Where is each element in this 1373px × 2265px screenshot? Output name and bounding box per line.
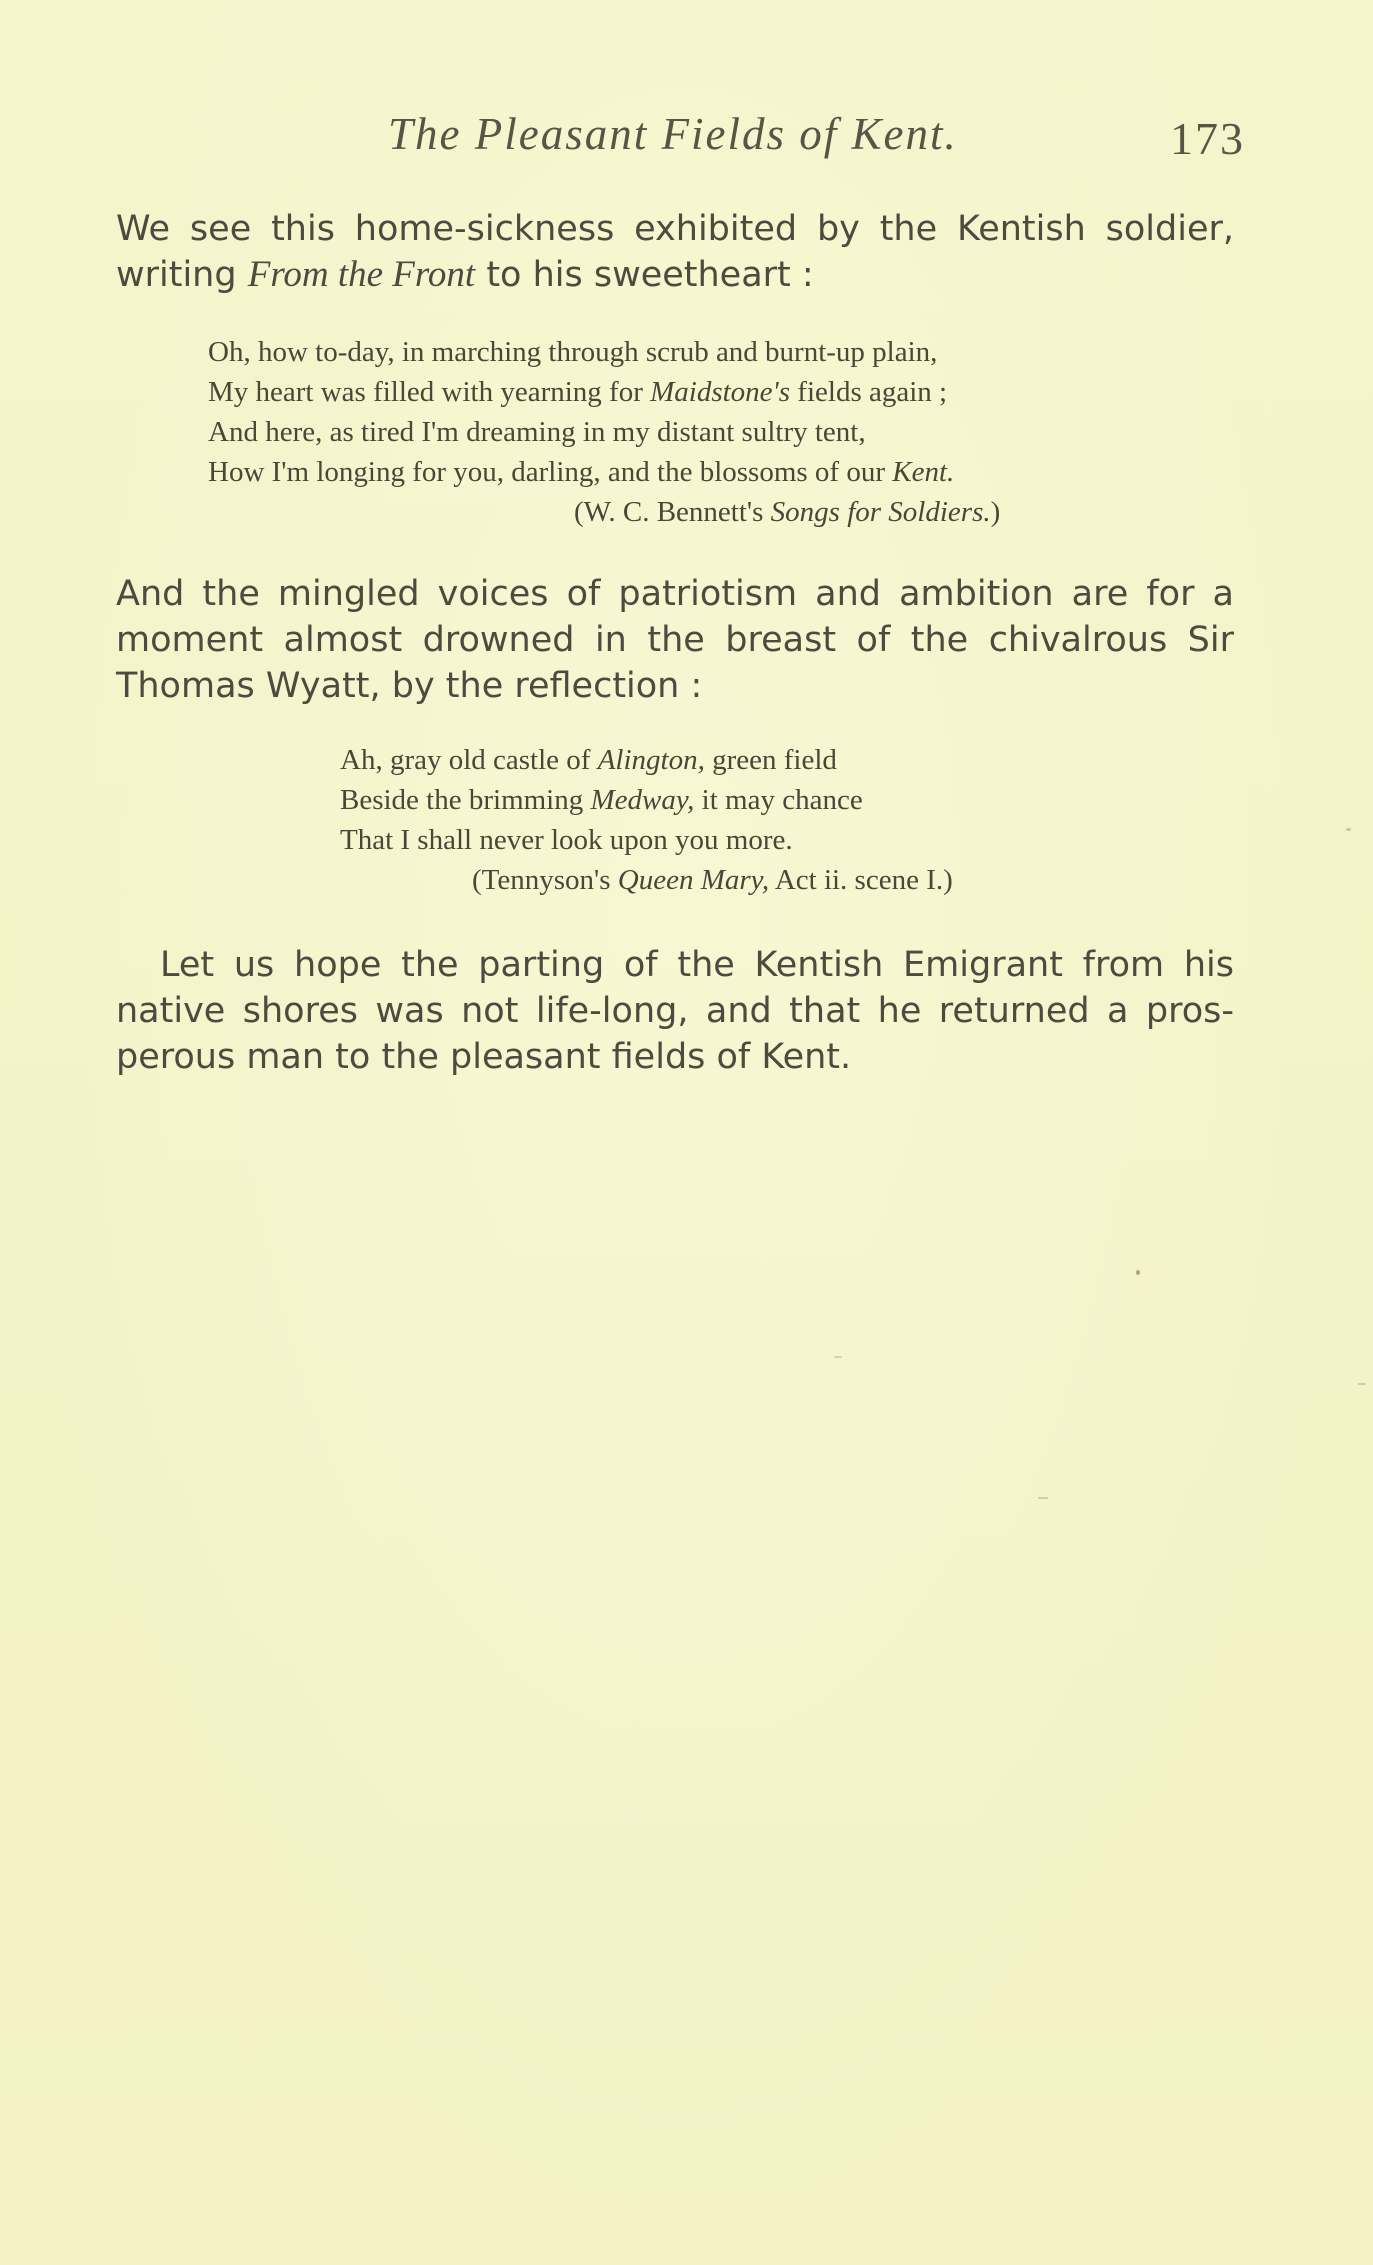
italic-queen-mary: Queen Mary, [617,864,770,896]
paragraph-3-line-3: perous man to the pleasant fields of Kent. [116,1037,852,1077]
paragraph-3 [116,942,1234,1080]
paragraph-1 [116,206,1234,298]
verse-1-attribution [208,492,1000,532]
paper-speck [1346,828,1351,831]
paragraph-2-line-2: moment almost drowned in the breast of the chivalrous Sir [116,620,1234,660]
verse-1-line-4 [208,452,1000,492]
paragraph-1-line-2-suffix: to his sweetheart : [475,255,814,295]
verse-2-line-1-suffix: green field [704,744,837,776]
italic-medway: Medway, [590,784,695,816]
running-title: The Pleasant Fields of Kent. [388,109,958,159]
paragraph-1-line-2-prefix: writing [116,255,248,295]
paragraph-3-line-2: native shores was not life-long, and that he returned a pros- [116,991,1234,1031]
paragraph-2 [116,571,1234,709]
verse-2-line-2-prefix: Beside the brimming [340,784,591,816]
paper-speck [834,1356,842,1358]
verse-1-line-4-prefix: How I'm longing for you, darling, and the blossoms of our [208,456,893,488]
paper-speck [1038,1497,1048,1499]
verse-quote-1 [208,332,1000,532]
paragraph-3-line-1: Let us hope the parting of the Kentish Emigrant from his [160,945,1234,985]
running-head [0,108,1373,168]
italic-title-from-the-front: From the Front [247,254,476,295]
verse-1-line-2 [208,372,1000,412]
italic-kent: Kent. [892,456,955,488]
verse-quote-2 [340,740,953,900]
verse-1-line-1: Oh, how to-day, in marching through scrub and burnt-up plain, [208,336,938,368]
verse-2-attribution-prefix: (Tennyson's [472,864,618,896]
paragraph-1-line-1: We see this home-sickness exhibited by the Kentish soldier, [116,209,1234,249]
verse-2-attribution [340,860,953,900]
italic-maidstones: Maidstone's [650,376,791,408]
paragraph-1-line-2 [116,252,1234,298]
verse-2-line-2 [340,780,953,820]
verse-2-line-2-suffix: it may chance [694,784,863,816]
verse-2-line-3: That I shall never look upon you more. [340,824,793,856]
verse-2-attribution-suffix: Act ii. scene I.) [769,864,953,896]
page-number: 173 [1170,113,1245,164]
verse-1-attribution-prefix: (W. C. Bennett's [574,496,771,528]
verse-1-line-2-suffix: fields again ; [790,376,948,408]
verse-1-attribution-suffix: ) [990,496,1001,528]
verse-1-line-3: And here, as tired I'm dreaming in my distant sultry tent, [208,416,866,448]
italic-songs-for-soldiers: Songs for Soldiers. [770,496,991,528]
paper-speck [1136,1270,1140,1275]
verse-2-line-1-prefix: Ah, gray old castle of [340,744,598,776]
verse-2-line-1 [340,740,953,780]
paper-speck [1358,1383,1366,1385]
italic-alington: Alington, [597,744,705,776]
verse-1-line-2-prefix: My heart was filled with yearning for [208,376,651,408]
paragraph-2-line-3: Thomas Wyatt, by the reflection : [116,666,703,706]
paragraph-2-line-1: And the mingled voices of patriotism and ambition are for a [116,574,1234,614]
